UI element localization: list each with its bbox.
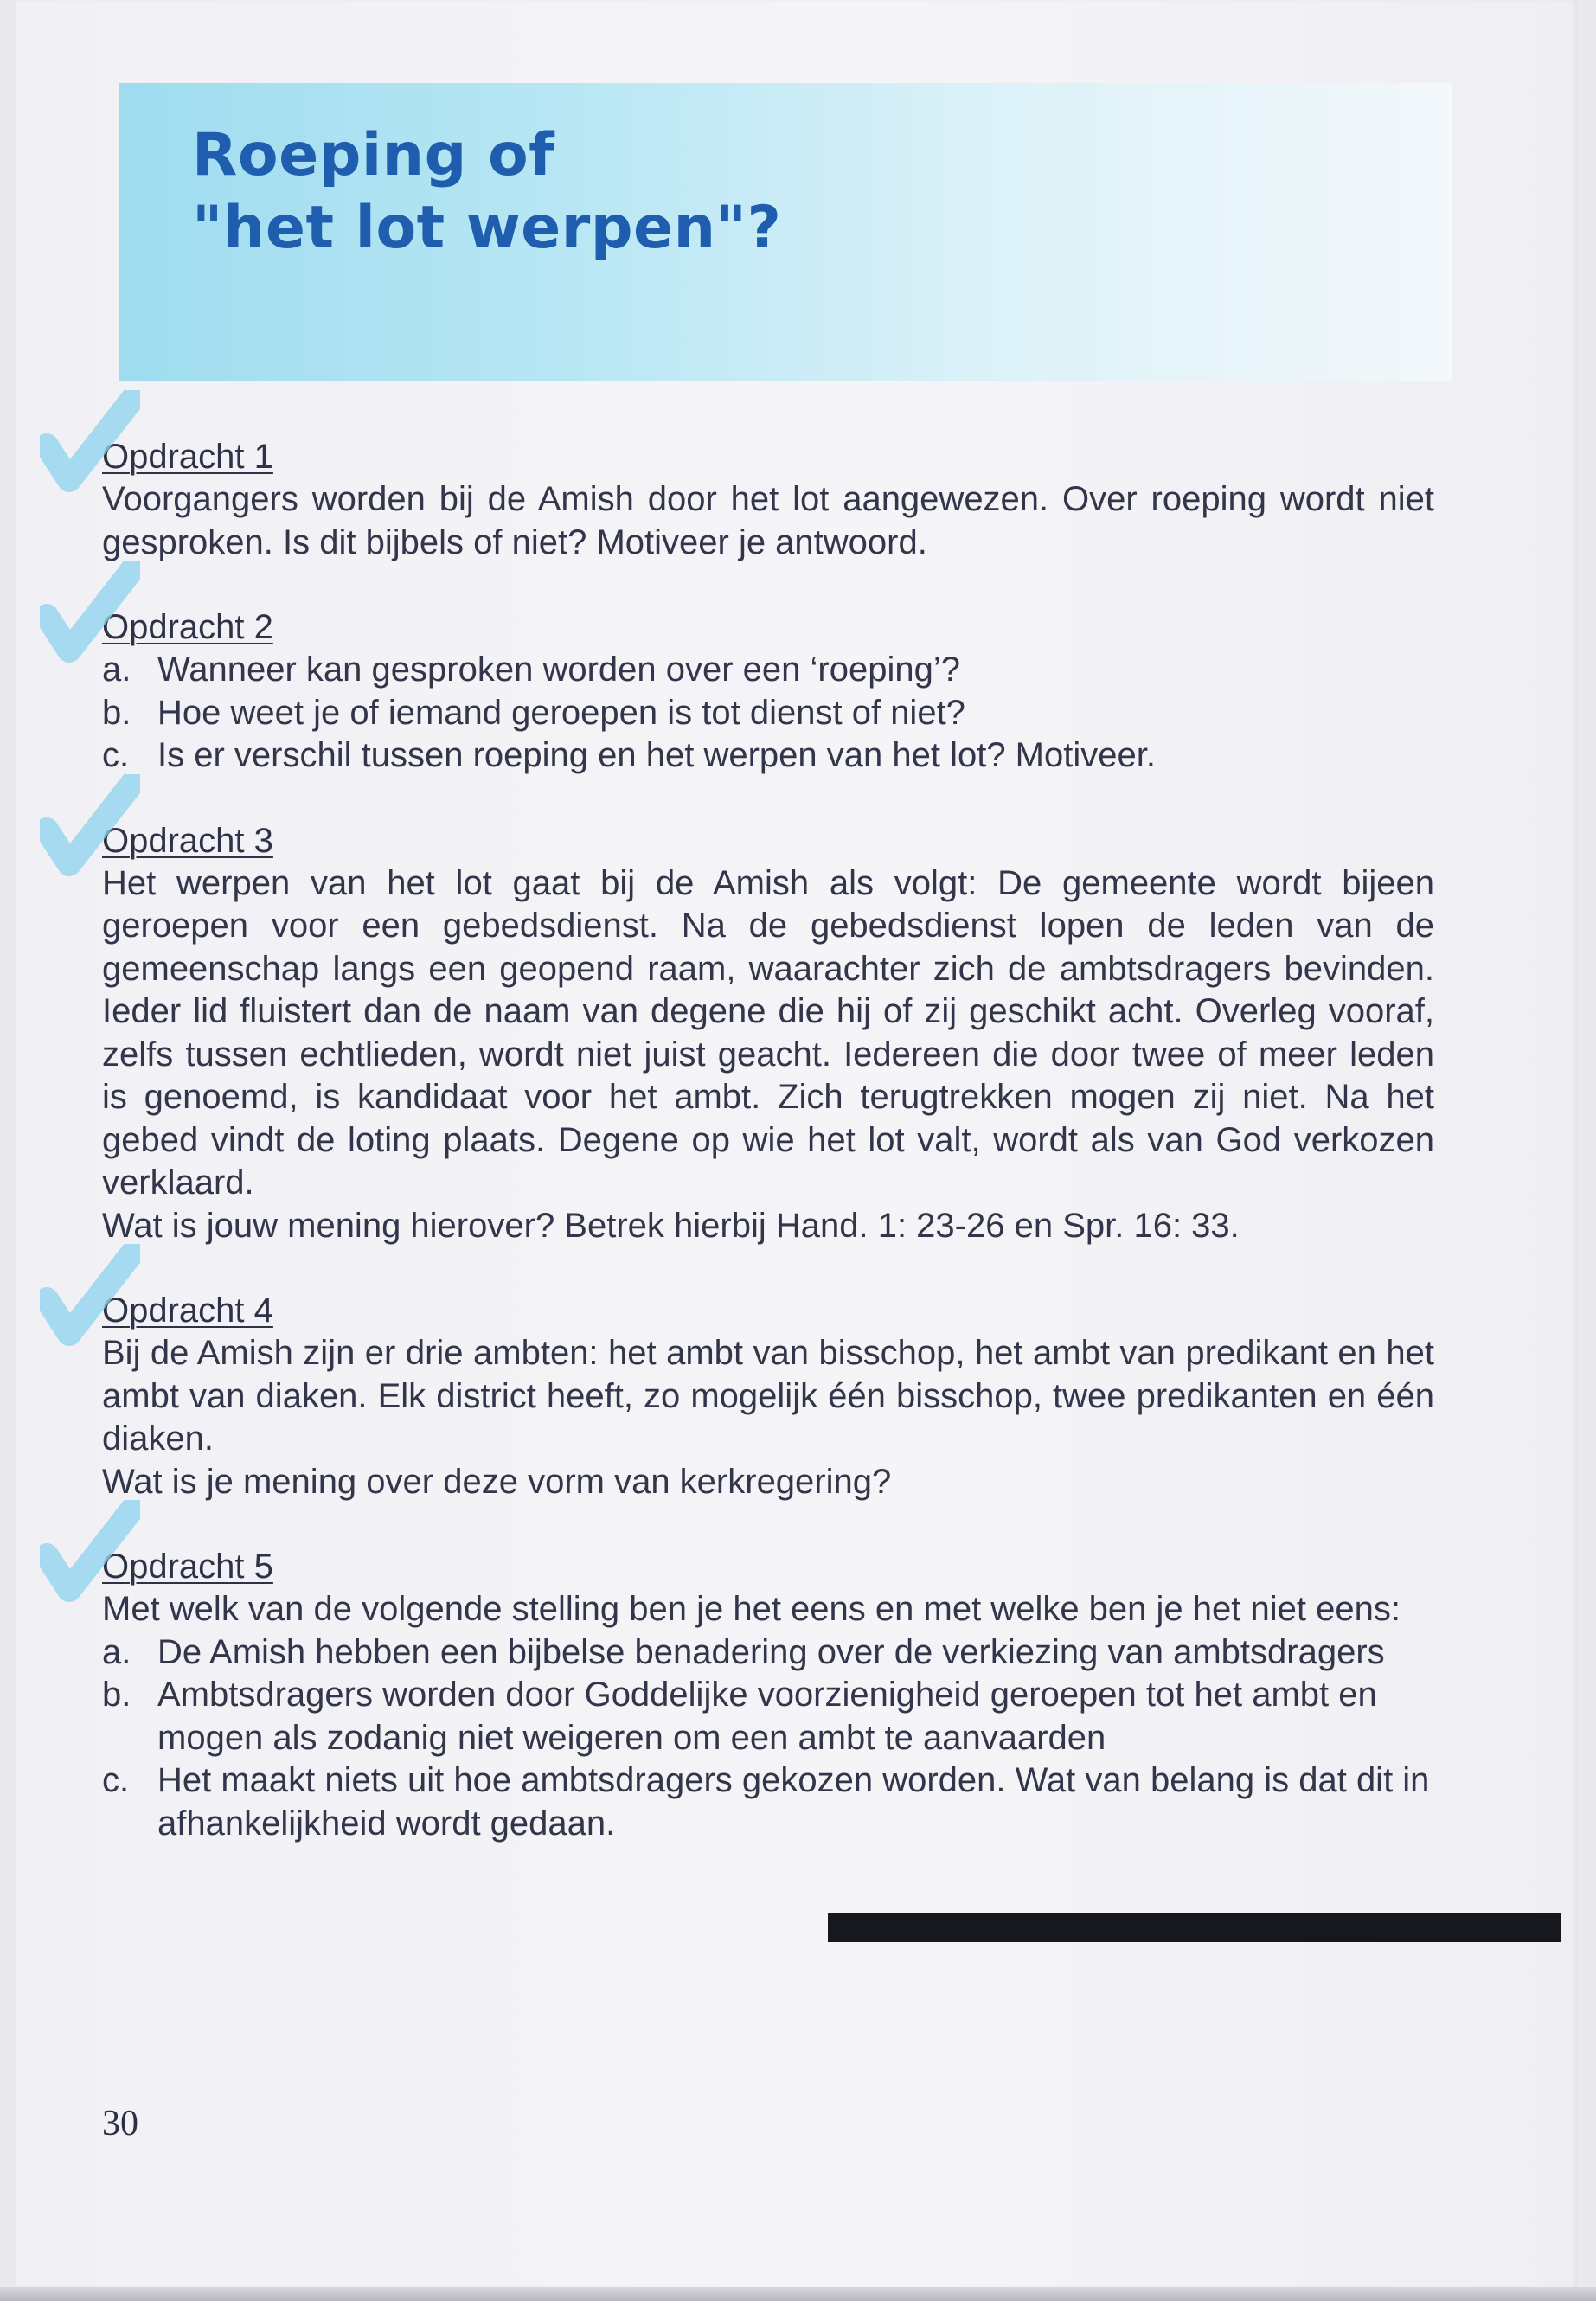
title-line-1: Roeping of bbox=[192, 121, 555, 189]
list-item bbox=[102, 734, 1434, 778]
decorative-footer-bar bbox=[828, 1913, 1561, 1942]
assignment-text: Bij de Amish zijn er drie ambten: het ambt van bisschop, het ambt van predikant en het ambt van diaken. Elk district heeft, zo mogelijk één bisschop, twee predikanten en één diaken. bbox=[102, 1334, 1434, 1458]
item-text: Hoe weet je of iemand geroepen is tot dienst of niet? bbox=[157, 693, 965, 732]
item-marker: c. bbox=[102, 1761, 130, 1799]
assignment-heading: Opdracht 2 bbox=[102, 608, 273, 646]
list-item bbox=[102, 649, 1434, 692]
item-marker: b. bbox=[102, 1676, 131, 1714]
check-mark-icon bbox=[40, 390, 140, 494]
assignment-question: Wat is jouw mening hierover? Betrek hierbij Hand. 1: 23-26 en Spr. 16: 33. bbox=[102, 1206, 1240, 1245]
page-number: 30 bbox=[102, 2104, 138, 2144]
item-marker: c. bbox=[102, 736, 130, 774]
item-marker: b. bbox=[102, 693, 131, 732]
item-marker: a. bbox=[102, 651, 131, 689]
check-mark-icon bbox=[40, 1244, 140, 1348]
assignment-heading: Opdracht 4 bbox=[102, 1292, 273, 1330]
assignment-text: Voorgangers worden bij de Amish door het lot aangewezen. Over roeping wordt niet gesproken. Is dit bijbels of niet? Motiveer je antwoord. bbox=[102, 480, 1434, 561]
page-title bbox=[192, 119, 781, 265]
list-item bbox=[102, 1631, 1434, 1675]
list-item bbox=[102, 1674, 1434, 1759]
assignment-5 bbox=[102, 1545, 1434, 1845]
assignments bbox=[102, 435, 1434, 1845]
assignment-question: Wat is je mening over deze vorm van kerkregering? bbox=[102, 1462, 892, 1501]
assignment-heading: Opdracht 5 bbox=[102, 1548, 273, 1586]
assignment-2 bbox=[102, 606, 1434, 778]
question-list bbox=[102, 649, 1434, 778]
title-line-2: "het lot werpen"? bbox=[192, 194, 782, 262]
item-text: Is er verschil tussen roeping en het werpen van het lot? Motiveer. bbox=[157, 736, 1156, 774]
item-text: Wanneer kan gesproken worden over een ‘roeping’? bbox=[157, 651, 960, 689]
assignment-text: Het werpen van het lot gaat bij de Amish als volgt: De gemeente wordt bijeen geroepen voor een gebedsdienst. Na de gebedsdienst lopen de leden van de gemeenschap langs een geopend raam, waarachter zich de ambtsdragers bevinden. Ieder lid fluistert dan de naam van degene die hij of zij geschikt acht. Overleg vooraf, zelfs tussen echtlieden, wordt niet juist geacht. Iedereen die door twee of meer leden is genoemd, is kandidaat voor het ambt. Zich terugtrekken mogen zij niet. Na het gebed vindt de loting plaats. Degene op wie het lot valt, wordt als van God verkozen verklaard. bbox=[102, 863, 1434, 1202]
assignment-text: Met welk van de volgende stelling ben je het eens en met welke ben je het niet eens: bbox=[102, 1590, 1401, 1628]
assignment-3 bbox=[102, 819, 1434, 1248]
assignment-heading: Opdracht 3 bbox=[102, 821, 273, 860]
statement-list bbox=[102, 1631, 1434, 1846]
page-bottom-edge bbox=[0, 2287, 1596, 2301]
assignment-4 bbox=[102, 1289, 1434, 1503]
item-text: Het maakt niets uit hoe ambtsdragers gekozen worden. Wat van belang is dat dit in afhankelijkheid wordt gedaan. bbox=[157, 1761, 1430, 1843]
item-text: Ambtsdragers worden door Goddelijke voorzienigheid geroepen tot het ambt en mogen als zodanig niet weigeren om een ambt te aanvaarden bbox=[157, 1676, 1377, 1757]
item-text: De Amish hebben een bijbelse benadering over de verkiezing van ambtsdragers bbox=[157, 1632, 1385, 1671]
assignment-1 bbox=[102, 435, 1434, 564]
check-mark-icon bbox=[40, 1500, 140, 1604]
list-item bbox=[102, 692, 1434, 735]
item-marker: a. bbox=[102, 1632, 131, 1671]
list-item bbox=[102, 1759, 1434, 1845]
check-mark-icon bbox=[40, 774, 140, 878]
assignment-heading: Opdracht 1 bbox=[102, 438, 273, 476]
